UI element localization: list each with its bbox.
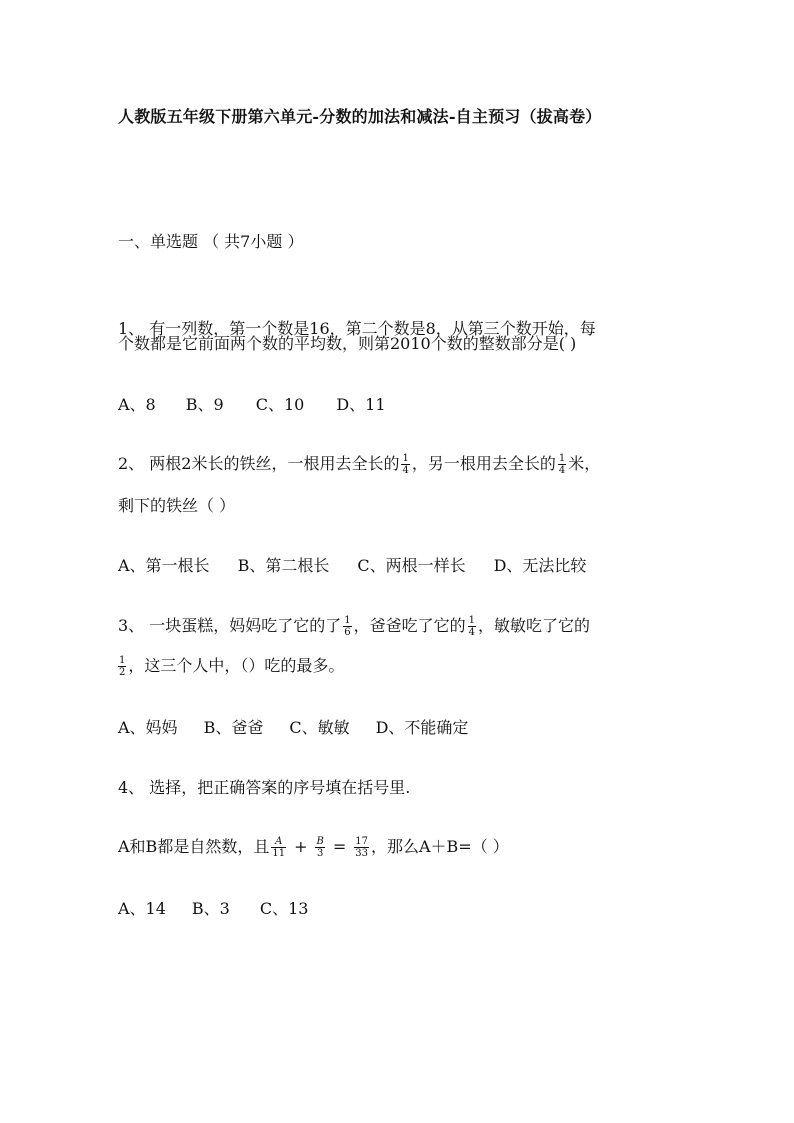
q2-option-b: B、第二根长 xyxy=(237,556,330,575)
q2-option-c: C、两根一样长 xyxy=(357,556,466,575)
q3-text-line2 xyxy=(118,655,344,678)
q3-part4: ，这三个人中，（）吃的最多。 xyxy=(128,656,345,675)
q4-equals-sign: = xyxy=(332,837,347,856)
q3-frac1-den: 6 xyxy=(344,627,351,638)
q3-option-a: A、妈妈 xyxy=(118,718,178,737)
q3-options xyxy=(118,717,468,739)
q2-fraction-2 xyxy=(558,453,566,476)
q3-frac3-num: 1 xyxy=(119,655,126,666)
q3-fraction-1 xyxy=(343,615,351,638)
q4-plus-sign: + xyxy=(294,837,308,856)
q1-option-c: C、10 xyxy=(255,395,305,414)
q2-part3: 米， xyxy=(568,454,601,473)
q1-options xyxy=(118,394,386,416)
q3-frac2-num: 1 xyxy=(468,615,476,626)
q3-frac1-num: 1 xyxy=(344,615,351,626)
q2-options xyxy=(118,555,586,577)
q1-option-a: A、8 xyxy=(118,395,156,414)
q2-frac1-den: 4 xyxy=(402,465,409,476)
q4-fracA-den: 11 xyxy=(272,848,286,859)
q1-option-b: B、9 xyxy=(185,395,224,414)
q2-fraction-1 xyxy=(401,453,409,476)
q3-text-line1 xyxy=(118,615,590,638)
q4-fraction-a xyxy=(271,836,286,859)
q4-fracA-num: A xyxy=(275,836,283,847)
q2-part2: ，另一根用去全长的 xyxy=(411,454,556,473)
q1-text-line2: 个数都是它前面两个数的平均数，则第2010个数的整数部分是( ) xyxy=(118,334,577,353)
q1-text-line2-wrap xyxy=(118,333,576,355)
q2-part1: 2、 两根2米长的铁丝，一根用去全长的 xyxy=(118,454,400,473)
q4-fracB-den: 3 xyxy=(316,848,324,859)
q2-text-line2: 剩下的铁丝（ ） xyxy=(118,496,236,515)
q3-frac3-den: 2 xyxy=(119,667,126,678)
q4-fracC-den: 33 xyxy=(355,848,368,859)
q4-option-b: B、3 xyxy=(191,899,230,918)
q3-frac2-den: 4 xyxy=(468,627,476,638)
q3-part3: ，敏敏吃了它的 xyxy=(478,616,591,635)
q4-part1: A和B都是自然数，且 xyxy=(118,837,270,856)
document-title: 人教版五年级下册第六单元-分数的加法和减法-自主预习（拔高卷） xyxy=(118,107,602,126)
q4-text-line2 xyxy=(118,836,509,859)
q4-fracB-num: B xyxy=(316,836,324,847)
q1-text-line1: 1、 有一列数，第一个数是16，第二个数是8，从第三个数开始，每 xyxy=(118,319,596,338)
q4-fraction-b xyxy=(315,836,324,859)
q2-frac2-num: 1 xyxy=(558,453,566,464)
q3-option-c: C、敏敏 xyxy=(289,718,350,737)
q3-fraction-2 xyxy=(468,615,476,638)
q4-text-line1: 4、 选择，把正确答案的序号填在括号里. xyxy=(118,778,411,797)
q2-frac2-den: 4 xyxy=(558,465,566,476)
q1-option-d: D、11 xyxy=(336,395,386,414)
q2-option-a: A、第一根长 xyxy=(118,556,210,575)
section-heading: 一、单选题 （ 共7小题 ） xyxy=(118,232,304,251)
q3-part1: 3、 一块蛋糕，妈妈吃了它的了 xyxy=(118,616,342,635)
q4-fraction-c xyxy=(354,836,369,859)
q2-frac1-num: 1 xyxy=(402,453,409,464)
q3-option-d: D、不能确定 xyxy=(375,718,469,737)
q4-options xyxy=(118,898,308,920)
q3-option-b: B、爸爸 xyxy=(203,718,264,737)
q2-text-line1 xyxy=(118,453,600,476)
q4-part2: ，那么A＋B=（ ） xyxy=(370,837,509,856)
q3-part2: ，爸爸吃了它的 xyxy=(353,616,466,635)
q4-fracC-num: 17 xyxy=(355,836,368,847)
q3-fraction-3 xyxy=(118,655,126,678)
q4-option-c: C、13 xyxy=(259,899,309,918)
q4-option-a: A、14 xyxy=(118,899,166,918)
q2-option-d: D、无法比较 xyxy=(493,556,587,575)
